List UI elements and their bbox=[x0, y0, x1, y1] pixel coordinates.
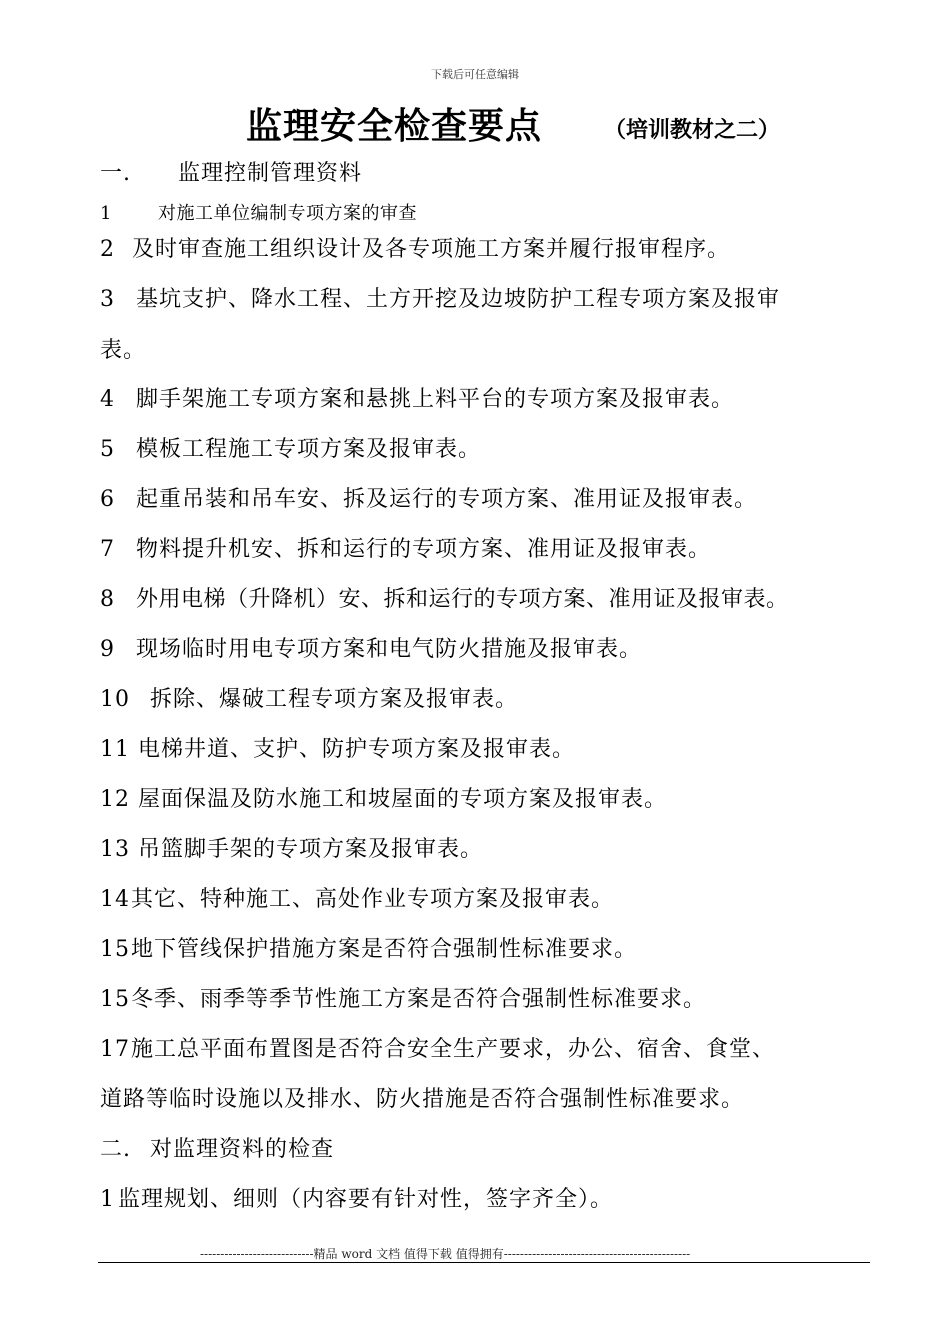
list-item-number: 17 bbox=[100, 1037, 130, 1062]
list-item-text: 及时审查施工组织设计及各专项施工方案并履行报审程序。 bbox=[132, 237, 731, 262]
list-item bbox=[100, 732, 575, 763]
list-item-text: 道路等临时设施以及排水、防火措施是否符合强制性标准要求。 bbox=[100, 1087, 745, 1112]
list-item-number: 8 bbox=[100, 587, 115, 612]
section-heading-2 bbox=[100, 1132, 334, 1163]
document-title: 监理安全检查要点 bbox=[246, 106, 543, 147]
footer-divider bbox=[98, 1262, 870, 1263]
list-item-text: 施工总平面布置图是否符合安全生产要求，办公、宿舍、食堂、 bbox=[131, 1037, 776, 1062]
header-note: 下载后可任意编辑 bbox=[431, 68, 519, 81]
list-item bbox=[100, 282, 780, 313]
list-item-text: 冬季、雨季等季节性施工方案是否符合强制性标准要求。 bbox=[131, 987, 707, 1012]
list-item bbox=[100, 532, 711, 563]
list-item-number: 10 bbox=[100, 687, 130, 712]
list-item-number: 2 bbox=[100, 237, 115, 262]
list-item bbox=[100, 432, 481, 463]
list-item bbox=[100, 832, 483, 863]
section-heading-text: 对监理资料的检查 bbox=[150, 1137, 335, 1162]
list-item-text: 对施工单位编制专项方案的审查 bbox=[158, 203, 417, 224]
list-item-number: 9 bbox=[100, 637, 115, 662]
list-item-number: 1 bbox=[100, 203, 112, 224]
list-item bbox=[100, 782, 667, 813]
list-item bbox=[100, 382, 734, 413]
list-item bbox=[100, 982, 706, 1013]
list-item-text: 现场临时用电专项方案和电气防火措施及报审表。 bbox=[136, 637, 643, 662]
list-item-number: 7 bbox=[100, 537, 115, 562]
list-item-number: 6 bbox=[100, 487, 115, 512]
section-heading-text: 监理控制管理资料 bbox=[178, 161, 363, 186]
section-heading-number: 一. bbox=[100, 161, 131, 186]
list-item-number: 15 bbox=[100, 987, 130, 1012]
list-item bbox=[100, 1032, 775, 1063]
list-item-number: 1 bbox=[100, 1187, 115, 1212]
list-item-text: 基坑支护、降水工程、土方开挖及边坡防护工程专项方案及报审 bbox=[136, 287, 781, 312]
list-item-continuation bbox=[100, 333, 146, 364]
list-item bbox=[100, 582, 789, 613]
list-item-text: 外用电梯（升降机）安、拆和运行的专项方案、准用证及报审表。 bbox=[136, 587, 789, 612]
list-item bbox=[100, 199, 417, 225]
list-item bbox=[100, 882, 614, 913]
footer-note: ----------------------------精品 word 文档 值得下载 值得拥有---------------------------------------------- bbox=[200, 1247, 691, 1261]
list-item-number: 3 bbox=[100, 287, 115, 312]
list-item-text: 其它、特种施工、高处作业专项方案及报审表。 bbox=[131, 887, 615, 912]
list-item-text: 拆除、爆破工程专项方案及报审表。 bbox=[150, 687, 519, 712]
list-item-text: 屋面保温及防水施工和坡屋面的专项方案及报审表。 bbox=[138, 787, 668, 812]
document-subtitle: （培训教材之二） bbox=[604, 118, 781, 143]
list-item-text: 地下管线保护措施方案是否符合强制性标准要求。 bbox=[131, 937, 638, 962]
list-item bbox=[100, 1182, 613, 1213]
list-item-text: 电梯井道、支护、防护专项方案及报审表。 bbox=[138, 737, 576, 762]
list-item-text: 监理规划、细则（内容要有针对性，签字齐全）。 bbox=[118, 1187, 614, 1212]
list-item-number: 14 bbox=[100, 887, 130, 912]
list-item-continuation bbox=[100, 1082, 744, 1113]
list-item bbox=[100, 632, 642, 663]
list-item-text: 脚手架施工专项方案和悬挑上料平台的专项方案及报审表。 bbox=[136, 387, 735, 412]
list-item-number: 5 bbox=[100, 437, 115, 462]
section-heading-number: 二. bbox=[100, 1137, 131, 1162]
list-item bbox=[100, 232, 730, 263]
list-item bbox=[100, 682, 518, 713]
list-item-text: 表。 bbox=[100, 338, 147, 363]
section-heading-1 bbox=[100, 156, 362, 187]
list-item-text: 物料提升机安、拆和运行的专项方案、准用证及报审表。 bbox=[136, 537, 712, 562]
list-item-text: 起重吊装和吊车安、拆及运行的专项方案、准用证及报审表。 bbox=[136, 487, 758, 512]
list-item-number: 11 bbox=[100, 737, 130, 762]
list-item bbox=[100, 482, 757, 513]
list-item-text: 模板工程施工专项方案及报审表。 bbox=[136, 437, 482, 462]
list-item-number: 12 bbox=[100, 787, 130, 812]
list-item-number: 13 bbox=[100, 837, 130, 862]
list-item-number: 15 bbox=[100, 937, 130, 962]
list-item-number: 4 bbox=[100, 387, 115, 412]
list-item bbox=[100, 932, 637, 963]
list-item-text: 吊篮脚手架的专项方案及报审表。 bbox=[138, 837, 484, 862]
